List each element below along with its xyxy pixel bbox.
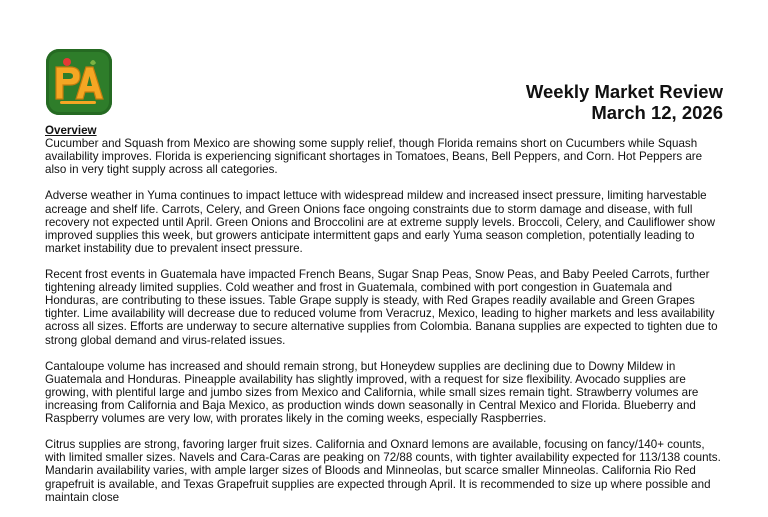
paragraph: Citrus supplies are strong, favoring larger fruit sizes. California and Oxnard lemons are available, focusing on fancy/140+ counts, with limited smaller sizes. Navels and Cara-Caras are peaking on 72/88 counts, with tighter availability expected for 113/138 counts. Mandarin availability varies, with ample larger sizes of Bloods and Minneolas, but scarce smaller Minneolas. California Rio Red grapefruit is available, and Texas Grapefruit supplies are expected through April. It is recommended to size up where possible and maintain close <box>45 438 721 504</box>
section-heading: Overview <box>45 124 97 137</box>
logo-graphic <box>46 49 112 115</box>
paragraph: Cucumber and Squash from Mexico are showing some supply relief, though Florida remains short on Cucumbers while Squash availability improves. Florida is experiencing significant shortages in Tomatoes, Beans, Bell Peppers, and Corn. Hot Peppers are also in very tight supply across all categories. <box>45 137 703 177</box>
report-title: Weekly Market Review <box>525 81 723 102</box>
report-header <box>526 81 723 123</box>
paragraph: Recent frost events in Guatemala have impacted French Beans, Sugar Snap Peas, Snow Peas, and Baby Peeled Carrots, further tightening already limited supplies. Cold weather and frost in Guatemala, combined with port congestion in Guatemala and Honduras, are contributing to these issues. Table Grape supply is steady, with Red Grapes readily available and Green Grapes tighter. Lime availability will decrease due to reduced volume from Veracruz, Mexico, leading to higher markets and less availability across all sizes. Efforts are underway to secure alternative supplies from Colombia. Banana supplies are expected to tighten due to strong global demand and virus-related issues. <box>45 268 718 347</box>
overview-section <box>45 124 725 517</box>
paragraph: Cantaloupe volume has increased and should remain strong, but Honeydew supplies are declining due to Downy Mildew in Guatemala and Honduras. Pineapple availability has slightly improved, with a request for size flexibility. Avocado supplies are growing, with plentiful large and jumbo sizes from Mexico and California, while small sizes remain tight. Strawberry volumes are increasing from California and Baja Mexico, as production winds down seasonally in Central Mexico and Florida. Blueberry and Raspberry volumes are very low, with prorates likely in the coming weeks, especially Raspberries. <box>45 359 699 426</box>
paragraph: Adverse weather in Yuma continues to impact lettuce with widespread mildew and increased insect pressure, limiting harvestable acreage and shelf life. Carrots, Celery, and Green Onions face ongoing constraints due to storm damage and disease, with full recovery not expected until April. Green Onions and Broccolini are at extreme supply levels. Broccoli, Celery, and Cauliflower show improved supplies this week, but growers anticipate intermittent gaps and early Yuma season completion, potentially leading to market instability due to prevalent insect pressure. <box>45 189 715 255</box>
report-date: March 12, 2026 <box>591 102 723 123</box>
pa-produce-logo-icon <box>46 49 112 115</box>
